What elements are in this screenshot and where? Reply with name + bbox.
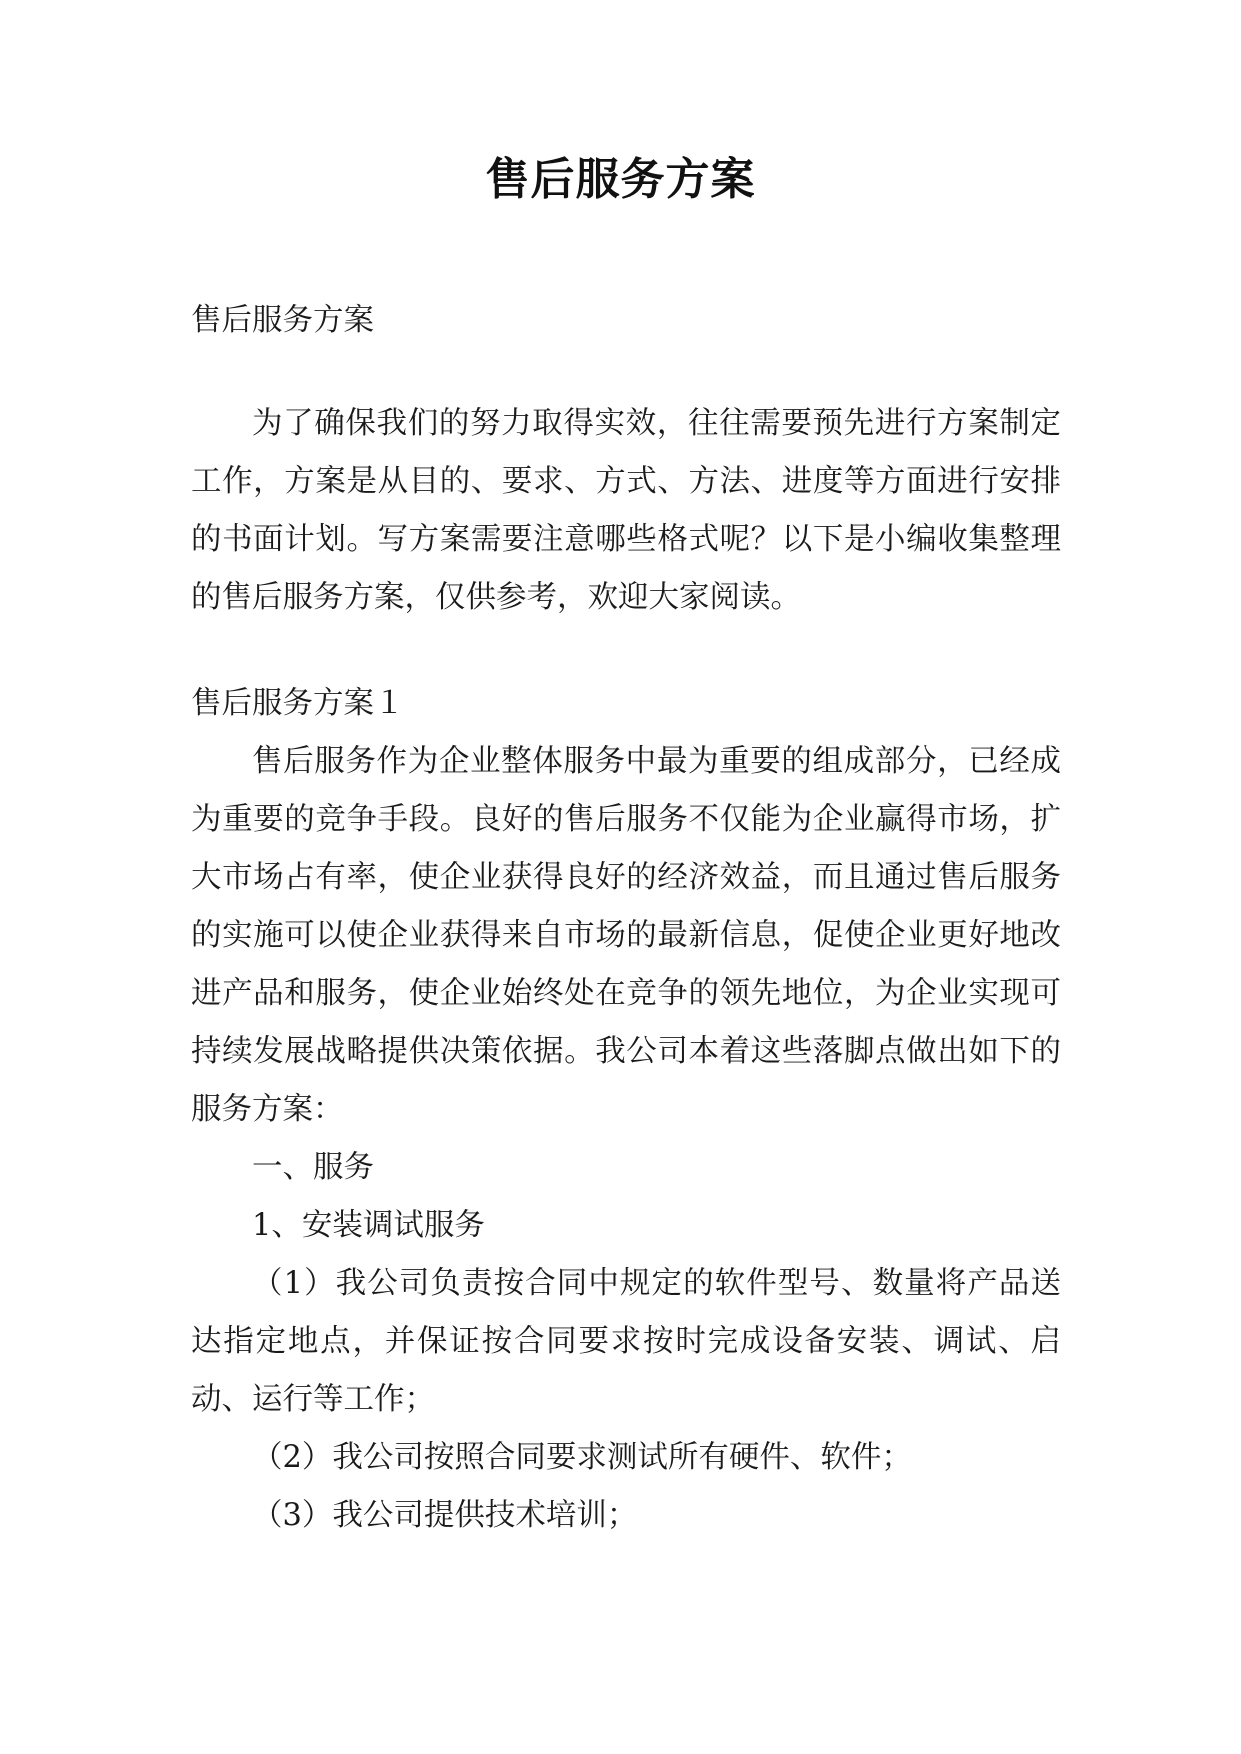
document-subtitle: 售后服务方案 bbox=[191, 303, 374, 338]
list-heading-service: 一、服务 bbox=[252, 1150, 374, 1185]
list-item-2: （2）我公司按照合同要求测试所有硬件、软件； bbox=[252, 1440, 912, 1475]
document-title: 售后服务方案 bbox=[485, 154, 756, 205]
list-item-3: （3）我公司提供技术培训； bbox=[252, 1498, 638, 1533]
list-item-1: （1）我公司负责按合同中规定的软件型号、数量将产品送达指定地点，并保证按合同要求按时完成设备安装、调试、启动、运行等工作； bbox=[191, 1266, 1061, 1417]
section-paragraph: 售后服务作为企业整体服务中最为重要的组成部分，已经成为重要的竞争手段。良好的售后服务不仅能为企业赢得市场，扩大市场占有率，使企业获得良好的经济效益，而且通过售后服务的实施可以使企业获得来自市场的最新信息，促使企业更好地改进产品和服务，使企业始终处在竞争的领先地位，为企业实现可持续发展战略提供决策依据。我公司本着这些落脚点做出如下的服务方案： bbox=[191, 744, 1061, 1127]
list-heading-install: 1、安装调试服务 bbox=[252, 1208, 485, 1243]
document-body bbox=[191, 292, 1061, 1545]
section-heading: 售后服务方案１ bbox=[191, 686, 405, 721]
intro-paragraph: 为了确保我们的努力取得实效，往往需要预先进行方案制定工作，方案是从目的、要求、方式、方法、进度等方面进行安排的书面计划。写方案需要注意哪些格式呢？以下是小编收集整理的售后服务方案，仅供参考，欢迎大家阅读。 bbox=[191, 406, 1061, 615]
